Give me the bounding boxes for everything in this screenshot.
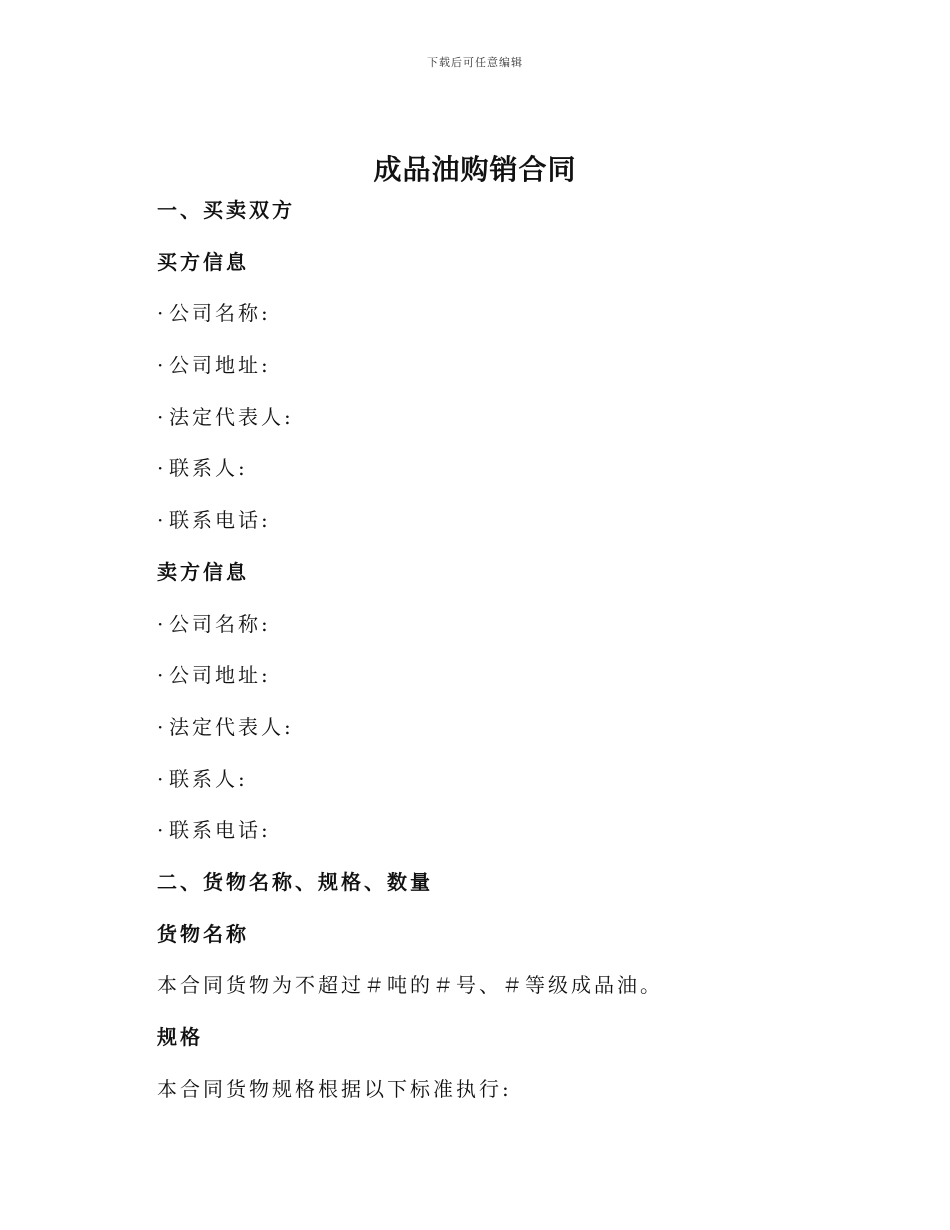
seller-field-contact xyxy=(157,761,797,813)
buyer-field-company-address xyxy=(157,347,797,399)
buyer-info-heading: 买方信息 xyxy=(157,249,249,274)
buyer-field-company-name xyxy=(157,295,797,347)
field-label: 联系人: xyxy=(169,766,248,791)
section-2-heading: 二、货物名称、规格、数量 xyxy=(157,869,433,894)
bullet-icon: · xyxy=(157,508,164,533)
field-label: 法定代表人: xyxy=(169,404,294,429)
bullet-icon: · xyxy=(157,714,164,739)
goods-name-heading: 货物名称 xyxy=(157,921,249,946)
field-label: 联系电话: xyxy=(169,818,271,843)
bullet-icon: · xyxy=(157,818,164,843)
section-1-heading: 一、买卖双方 xyxy=(157,198,295,222)
seller-info-heading: 卖方信息 xyxy=(157,559,249,584)
header-note: 下载后可任意编辑 xyxy=(427,56,523,69)
document-title: 成品油购销合同 xyxy=(373,153,577,186)
bullet-icon: · xyxy=(157,456,164,481)
bullet-icon: · xyxy=(157,611,164,636)
field-label: 公司地址: xyxy=(169,353,271,378)
seller-field-company-name xyxy=(157,606,797,658)
seller-field-phone xyxy=(157,812,797,864)
buyer-field-phone xyxy=(157,502,797,554)
seller-field-company-address xyxy=(157,657,797,709)
document-body xyxy=(157,192,797,1122)
field-label: 公司地址: xyxy=(169,663,271,688)
buyer-field-contact xyxy=(157,450,797,502)
spec-paragraph: 本合同货物规格根据以下标准执行: xyxy=(157,1076,512,1101)
buyer-field-legal-rep xyxy=(157,399,797,451)
bullet-icon: · xyxy=(157,663,164,688)
spec-heading: 规格 xyxy=(157,1025,203,1049)
field-label: 联系人: xyxy=(169,456,248,481)
field-label: 公司名称: xyxy=(169,611,271,636)
bullet-icon: · xyxy=(157,353,164,378)
seller-field-legal-rep xyxy=(157,709,797,761)
field-label: 公司名称: xyxy=(169,301,271,326)
goods-name-paragraph: 本合同货物为不超过＃吨的＃号、＃等级成品油。 xyxy=(157,973,663,998)
bullet-icon: · xyxy=(157,301,164,326)
bullet-icon: · xyxy=(157,404,164,429)
field-label: 法定代表人: xyxy=(169,714,294,739)
bullet-icon: · xyxy=(157,766,164,791)
field-label: 联系电话: xyxy=(169,508,271,533)
